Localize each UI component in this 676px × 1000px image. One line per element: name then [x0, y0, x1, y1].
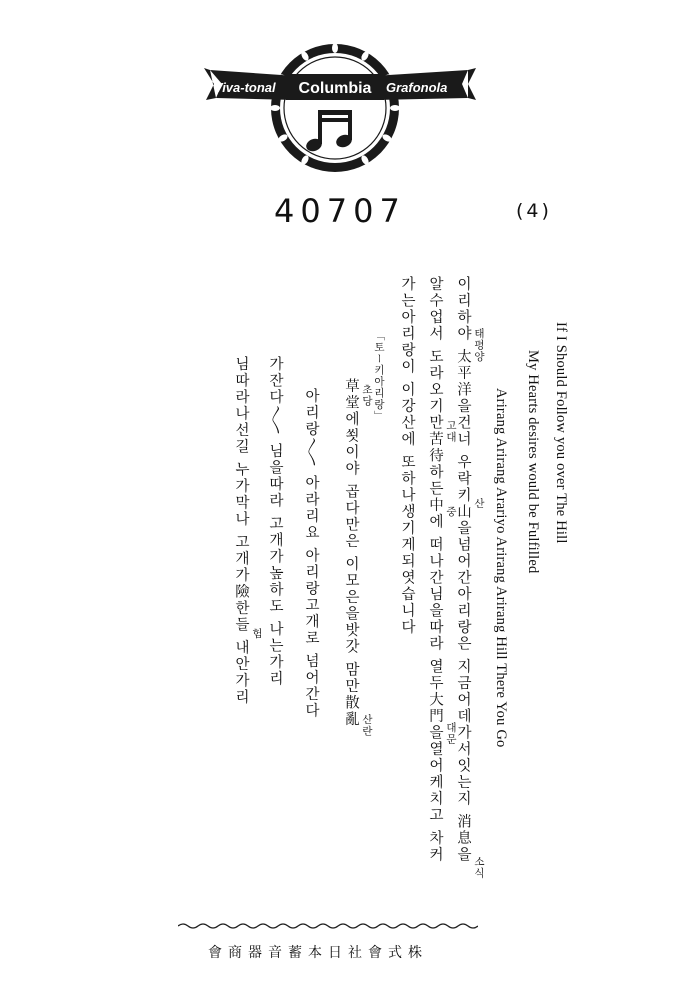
- lyric-column-8: 草堂에쐿이야 곱다만은 이모은을밧갓 맘만散亂: [343, 378, 359, 728]
- logo-center-text: Columbia: [298, 80, 372, 97]
- publisher-name: 會商器音蓄本日社會式株: [208, 945, 428, 961]
- lyric-column-1: If I Should Follow you over The Hill: [553, 322, 569, 544]
- lyric-column-10: 가잔다〳〵 님을따라 고개가높하도 나는가리: [267, 356, 283, 688]
- lyric-column-2: My Hearts desires would be Fulfilled: [525, 350, 541, 574]
- ruby-annotation: 고대: [445, 420, 457, 443]
- song-title-bracket: 「토ー키아리랑」: [373, 330, 385, 422]
- footer-wavy-rule: [178, 922, 478, 930]
- lyric-column-11: 님따라나선길 누가막나 고개가險한들 내안가리: [233, 356, 249, 706]
- lyric-column-6: 가는아리랑이 이강산에 또하나생기게되엿습니다: [399, 276, 415, 636]
- logo-left-text: Viva-tonal: [214, 80, 276, 95]
- ruby-annotation: 초당: [361, 384, 373, 407]
- ruby-annotation: 태평양: [473, 328, 485, 363]
- side-number: (4): [516, 200, 552, 222]
- lyric-column-9: 아리랑〳〵 아라리요 아리랑고개로 넘어간다: [303, 388, 319, 720]
- ruby-annotation: 산란: [361, 714, 373, 737]
- columbia-emblem: [200, 38, 480, 178]
- lyric-column-3: Arirang Arirang Arariyo Arirang Arirang Hill There You Go: [493, 388, 509, 748]
- logo-right-text: Grafonola: [386, 80, 448, 95]
- ruby-annotation: 험: [251, 628, 263, 640]
- record-number: 40707: [274, 192, 406, 230]
- lyric-column-4: 이리하야 太平洋을건너 우락키山을넘어간아리랑은 지금어데가서잇는지 消息을: [455, 276, 471, 864]
- ruby-annotation: 소식: [473, 856, 485, 879]
- lyric-column-5: 알수업서 도라오기만苦待하든中에 떠나간님을따라 열두大門을열어케치고 차커: [427, 276, 443, 864]
- ruby-annotation: 대문: [445, 722, 457, 745]
- columbia-logo: [200, 38, 480, 178]
- ruby-annotation: 중: [445, 506, 457, 518]
- ruby-annotation: 산: [473, 498, 485, 510]
